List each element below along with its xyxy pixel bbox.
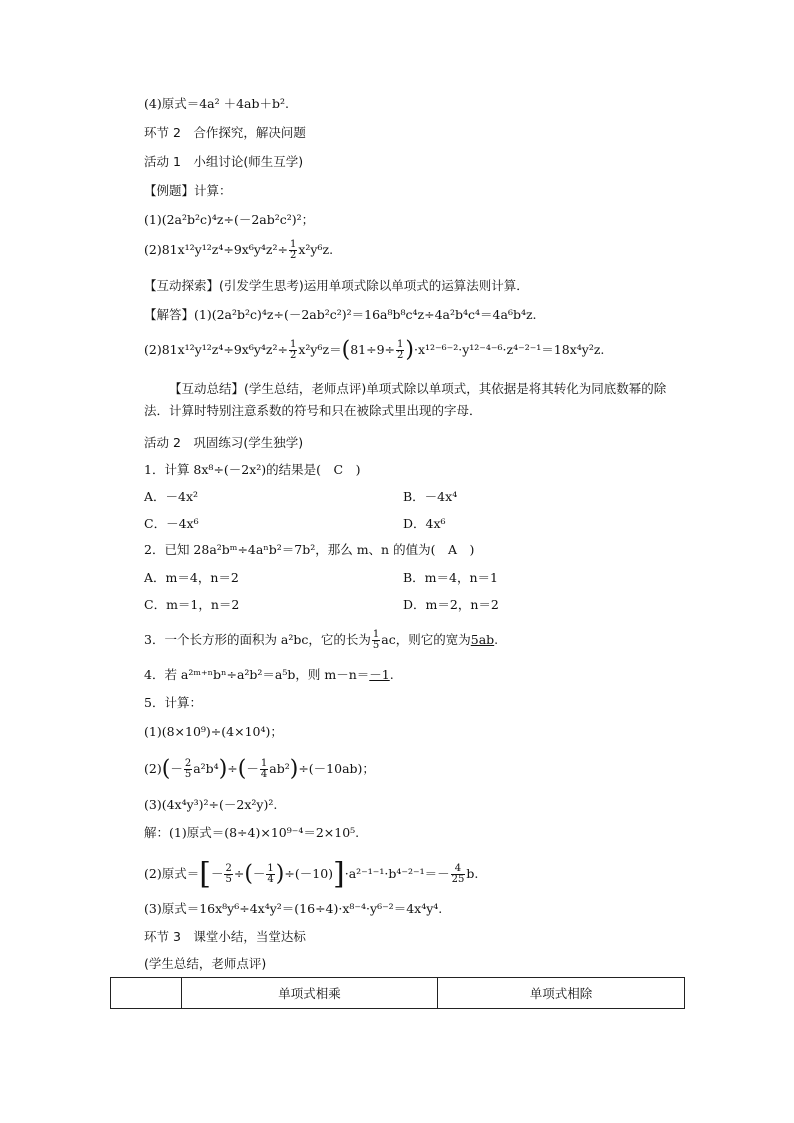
answer-blank: 5ab bbox=[470, 632, 495, 647]
summary-paragraph: 【互动总结】(学生总结，老师点评)单项式除以单项式，其依据是将其转化为同底数幂的除法．计算时特别注意系数的符号和只在被除式里出现的字母． bbox=[144, 381, 667, 418]
fraction: $\frac{1}{2}$ bbox=[290, 339, 297, 361]
text-line: (2)(－ $\frac{2}{5}$ a²b⁴)÷(－ $\frac{1}{4}$ ab²)÷(－10ab)； bbox=[144, 756, 375, 782]
option-a: A．m＝4，n＝2 bbox=[144, 570, 239, 585]
option-c: C．－4x⁶ bbox=[144, 516, 199, 531]
option-d: D．m＝2，n＝2 bbox=[403, 597, 499, 612]
table-header-cell bbox=[111, 978, 182, 1009]
fraction: $\frac{1}{2}$ bbox=[397, 339, 404, 361]
solution-line: (2)原式＝[－ $\frac{2}{5}$ ÷(－ $\frac{1}{4}$ )÷(－10)]·a²⁻¹⁻¹·b⁴⁻²⁻¹＝－ $\frac{4}{25}$ b. bbox=[144, 856, 479, 892]
section-heading: 环节 3 课堂小结，当堂达标 bbox=[144, 929, 306, 944]
text-line: (3)(4x⁴y³)²÷(－2x²y)². bbox=[144, 797, 278, 812]
activity-heading: 活动 1 小组讨论(师生互学) bbox=[144, 154, 304, 169]
option-b: B．m＝4，n＝1 bbox=[403, 570, 498, 585]
fraction: $\frac{4}{25}$ bbox=[451, 863, 465, 885]
expr-part: x²y⁶z＝ bbox=[298, 342, 342, 357]
activity-heading: 活动 2 巩固练习(学生独学) bbox=[144, 435, 304, 450]
fraction: $\frac{1}{5}$ bbox=[372, 629, 380, 651]
answer-blank: －1 bbox=[369, 667, 390, 682]
text-line: (2)81x¹²y¹²z⁴÷9x⁶y⁴z²÷ $\frac{1}{2}$ x²y⁶z＝(81÷9÷ $\frac{1}{2}$ )·x¹²⁻⁶⁻²·y¹²⁻⁴⁻⁶·z⁴⁻²⁻¹＝18x⁴y²z. bbox=[144, 337, 605, 363]
fraction: $\frac{1}{4}$ bbox=[267, 863, 274, 885]
question-5: 5．计算： bbox=[144, 695, 202, 710]
text-line: 【互动探索】(引发学生思考)运用单项式除以单项式的运算法则计算． bbox=[144, 278, 529, 293]
solution-line: (3)原式＝16x⁸y⁶÷4x⁴y²＝(16÷4)·x⁸⁻⁴·y⁶⁻²＝4x⁴y⁴. bbox=[144, 901, 443, 916]
fraction: $\frac{2}{5}$ bbox=[225, 863, 232, 885]
table-header-cell: 单项式相乘 bbox=[182, 978, 438, 1009]
summary-table bbox=[110, 977, 685, 1009]
text-line: (1)(8×10⁹)÷(4×10⁴)； bbox=[144, 724, 283, 739]
table-header-cell: 单项式相除 bbox=[438, 978, 685, 1009]
expr-part: x²y⁶z. bbox=[298, 242, 334, 257]
question-3: 3．一个长方形的面积为 a²bc，它的长为 $\frac{1}{5}$ ac，则它的宽为5ab. bbox=[144, 629, 499, 651]
option-b: B．－4x⁴ bbox=[403, 489, 458, 504]
text-line bbox=[144, 240, 333, 261]
text-line: (1)(2a²b²c)⁴z÷(－2ab²c²)²； bbox=[144, 212, 315, 227]
option-c: C．m＝1，n＝2 bbox=[144, 597, 240, 612]
question-4: 4．若 a²ᵐ⁺ⁿbⁿ÷a²b²＝a⁵b，则 m－n＝－1. bbox=[144, 667, 394, 682]
fraction: $\frac{2}{5}$ bbox=[184, 758, 192, 780]
question-2: 2．已知 28a²bᵐ÷4aⁿb²＝7b²，那么 m、n 的值为( A ) bbox=[144, 542, 475, 557]
table-row bbox=[111, 978, 685, 1009]
section-heading: 环节 2 合作探究，解决问题 bbox=[144, 125, 306, 140]
example-label: 【例题】计算： bbox=[144, 183, 232, 198]
text-line: (4)原式＝4a² ＋4ab＋b². bbox=[144, 96, 289, 111]
question-1: 1．计算 8x⁸÷(－2x²)的结果是( C ) bbox=[144, 462, 361, 477]
expr-part: (2)81x¹²y¹²z⁴÷9x⁶y⁴z²÷ bbox=[144, 242, 288, 257]
expr-part: ·x¹²⁻⁶⁻²·y¹²⁻⁴⁻⁶·z⁴⁻²⁻¹＝18x⁴y²z. bbox=[413, 342, 605, 357]
text-line: (学生总结，老师点评) bbox=[144, 956, 267, 971]
option-d: D．4x⁶ bbox=[403, 516, 446, 531]
fraction: $\frac{1}{4}$ bbox=[260, 758, 268, 780]
expr-part: (2)81x¹²y¹²z⁴÷9x⁶y⁴z²÷ bbox=[144, 342, 288, 357]
solution-line: 解：(1)原式＝(8÷4)×10⁹⁻⁴＝2×10⁵. bbox=[144, 825, 360, 840]
option-a: A．－4x² bbox=[144, 489, 199, 504]
expr-part: 81÷9÷ bbox=[350, 342, 396, 357]
text-line: 【解答】(1)(2a²b²c)⁴z÷(－2ab²c²)²＝16a⁸b⁸c⁴z÷4a²b⁴c⁴＝4a⁶b⁴z. bbox=[144, 307, 537, 322]
fraction: $\frac{1}{2}$ bbox=[290, 239, 297, 261]
